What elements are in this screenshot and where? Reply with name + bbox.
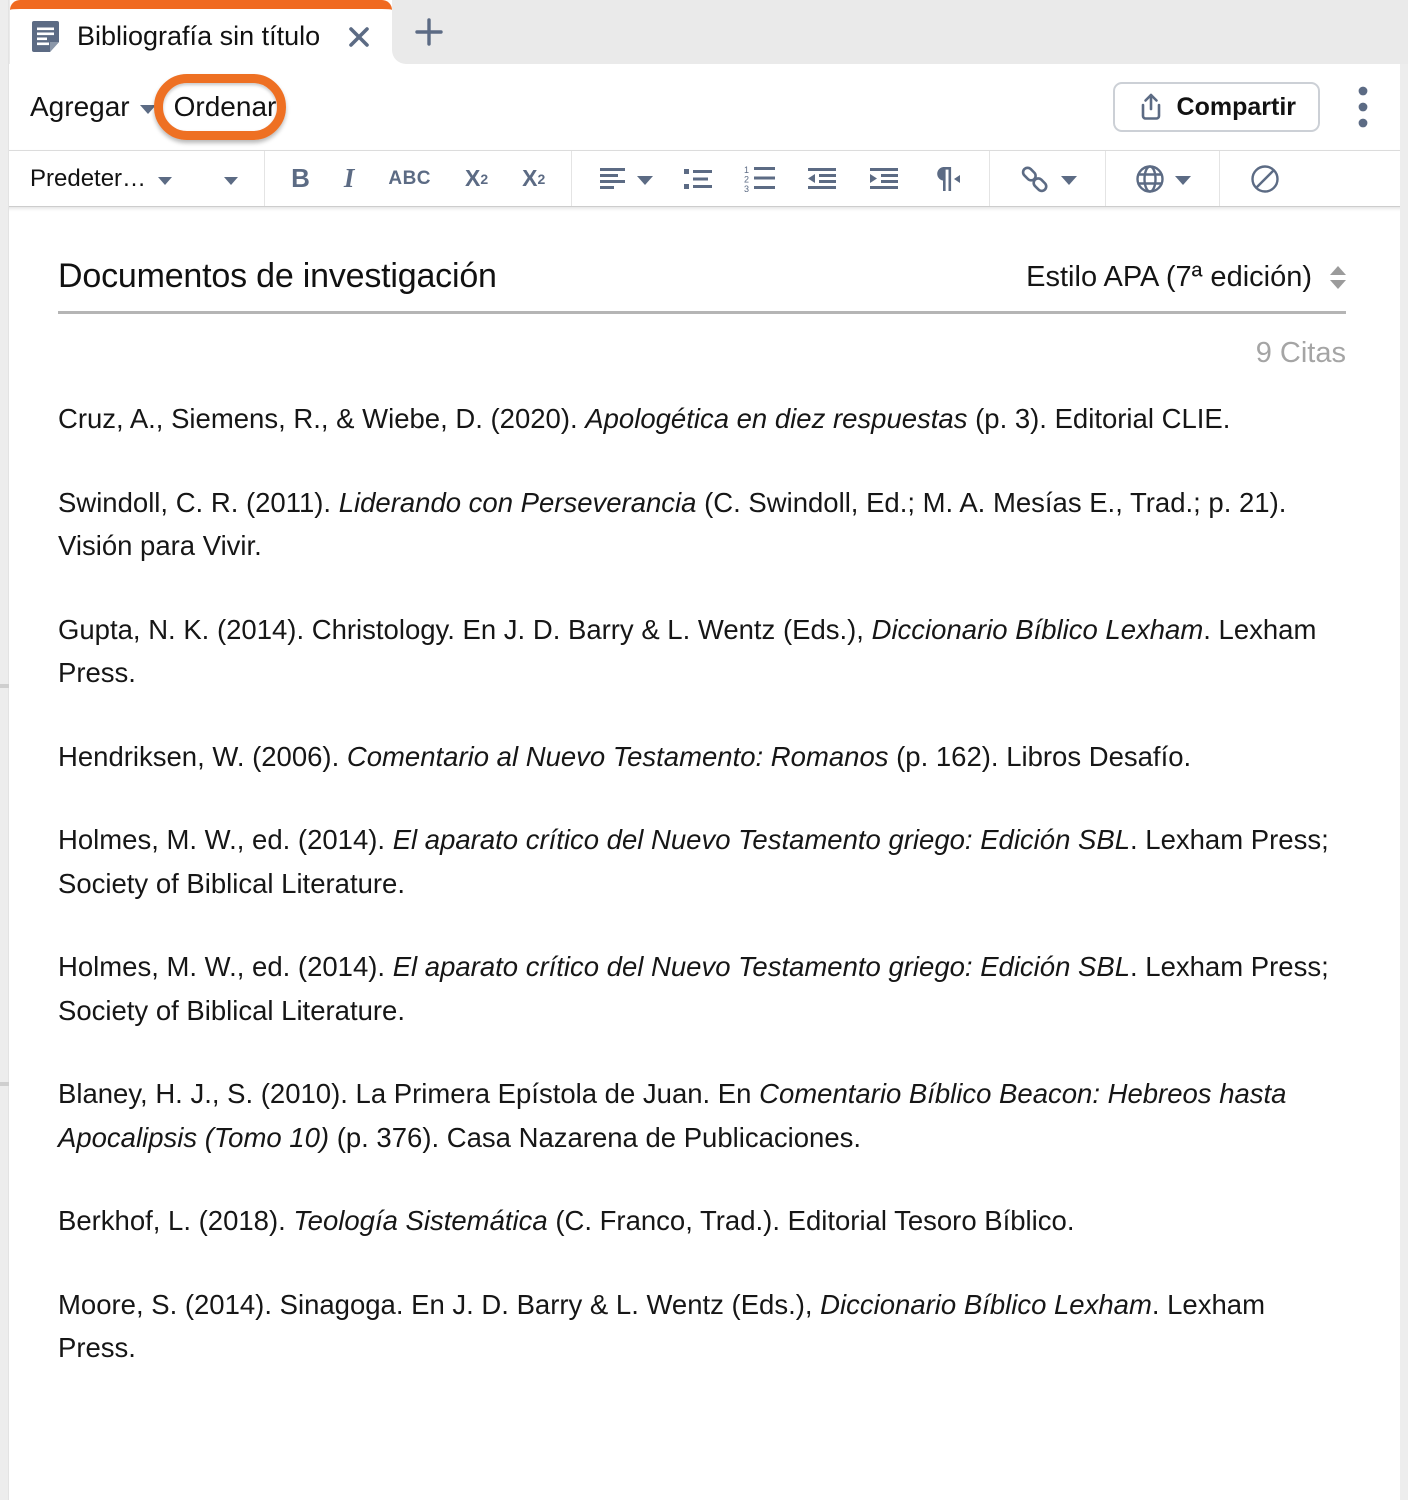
share-icon: [1137, 92, 1165, 122]
close-tab-icon[interactable]: [344, 22, 374, 52]
superscript-button[interactable]: X 2: [465, 165, 489, 191]
align-left-icon: [598, 166, 628, 192]
agregar-menu-button[interactable]: [30, 91, 156, 123]
link-icon: [1018, 163, 1052, 195]
subscript-button[interactable]: X 2: [522, 165, 546, 191]
chevron-down-icon: [158, 177, 172, 185]
citation[interactable]: Berkhof, L. (2018). Teología Sistemática (C. Franco, Trad.). Editorial Tesoro Bíblico.: [58, 1205, 1075, 1236]
citation-count: 9 Citas: [1255, 337, 1346, 369]
plus-icon: [412, 15, 446, 49]
link-dropdown[interactable]: [1018, 163, 1077, 195]
citation[interactable]: Holmes, M. W., ed. (2014). El aparato crítico del Nuevo Testamento griego: Edición SBL. Lexham Press; Society of Biblical Literature.: [58, 951, 1329, 1026]
compartir-button[interactable]: [1113, 82, 1320, 132]
bold-button[interactable]: B: [291, 163, 310, 193]
citation-style-selector[interactable]: [1026, 261, 1346, 296]
adjacent-panel-edge-left: [0, 0, 9, 1500]
chevron-down-icon: [1175, 176, 1191, 185]
spinner-arrows-icon[interactable]: [1330, 266, 1346, 289]
svg-text:3: 3: [744, 183, 750, 193]
panel-edge-divider: [0, 684, 9, 688]
numbered-list-button[interactable]: [743, 162, 777, 196]
italic-button[interactable]: I: [343, 163, 355, 193]
title-divider: [58, 311, 1346, 314]
globe-icon: [1134, 163, 1166, 195]
citation[interactable]: Gupta, N. K. (2014). Christology. En J. D. Barry & L. Wentz (Eds.), Diccionario Bíblico Lexham. Lexham Press.: [58, 613, 1317, 688]
citation[interactable]: Hendriksen, W. (2006). Comentario al Nuevo Testamento: Romanos (p. 162). Libros Desafío.: [58, 740, 1192, 772]
svg-text:1: 1: [744, 164, 750, 175]
tab-title: Bibliografía sin título: [77, 21, 321, 51]
svg-text:2: 2: [744, 174, 750, 184]
font-size-dropdown[interactable]: [224, 173, 238, 185]
chevron-down-icon: [224, 177, 238, 185]
document-title[interactable]: Documentos de investigación: [58, 257, 497, 295]
citation[interactable]: Cruz, A., Siemens, R., & Wiebe, D. (2020). Apologética en diez respuestas (p. 3). Editorial CLIE.: [58, 403, 1231, 434]
text-align-dropdown[interactable]: [598, 166, 653, 192]
prohibited-icon: [1249, 163, 1281, 195]
action-bar: [0, 64, 1408, 150]
tab-bibliografia[interactable]: [10, 0, 392, 64]
outdent-button[interactable]: [805, 162, 839, 196]
indent-button[interactable]: [867, 162, 901, 196]
paragraph-style-dropdown[interactable]: [30, 165, 172, 193]
tab-bar: [0, 0, 1408, 64]
visual-filter-dropdown[interactable]: [1134, 163, 1191, 195]
strikethrough-button[interactable]: ABC: [388, 167, 432, 189]
citation[interactable]: Moore, S. (2014). Sinagoga. En J. D. Barry & L. Wentz (Eds.), Diccionario Bíblico Lexham. Lexham Press.: [58, 1288, 1265, 1363]
panel-edge-divider: [0, 1082, 9, 1086]
document-icon: [32, 21, 59, 52]
citation[interactable]: Blaney, H. J., S. (2010). La Primera Epístola de Juan. En Comentario Bíblico Beacon: Hebreos hasta Apocalipsis (Tomo 10) (p. 376). Casa Nazarena de Publicaciones.: [58, 1078, 1287, 1153]
paragraph-style-value: Predeter…: [30, 164, 147, 192]
new-tab-button[interactable]: [406, 9, 452, 55]
ordenar-button[interactable]: Ordenar: [173, 91, 277, 122]
paragraph-direction-button[interactable]: [929, 162, 963, 196]
scrollbar-track[interactable]: [1400, 64, 1408, 1500]
tab-bar-empty-area: [392, 0, 1408, 64]
compartir-label: Compartir: [1176, 92, 1296, 121]
chevron-down-icon: [637, 176, 653, 185]
chevron-down-icon: [1061, 176, 1077, 185]
citation-list: [58, 397, 1346, 1370]
kebab-icon: [1358, 84, 1368, 130]
more-options-button[interactable]: [1346, 82, 1380, 132]
citation-style-value: Estilo APA (7ª edición): [1026, 261, 1312, 293]
bullet-list-button[interactable]: [681, 162, 715, 196]
agregar-label: Agregar: [30, 91, 130, 122]
formatting-toolbar: [0, 150, 1408, 207]
document-canvas[interactable]: [0, 207, 1408, 1370]
citation[interactable]: Holmes, M. W., ed. (2014). El aparato crítico del Nuevo Testamento griego: Edición SBL. Lexham Press; Society of Biblical Literature.: [58, 824, 1329, 899]
chevron-down-icon: [140, 105, 156, 114]
clear-formatting-button[interactable]: [1248, 162, 1282, 196]
citation[interactable]: Swindoll, C. R. (2011). Liderando con Perseverancia (C. Swindoll, Ed.; M. A. Mesías E., Trad.; p. 21). Visión para Vivir.: [58, 486, 1287, 561]
